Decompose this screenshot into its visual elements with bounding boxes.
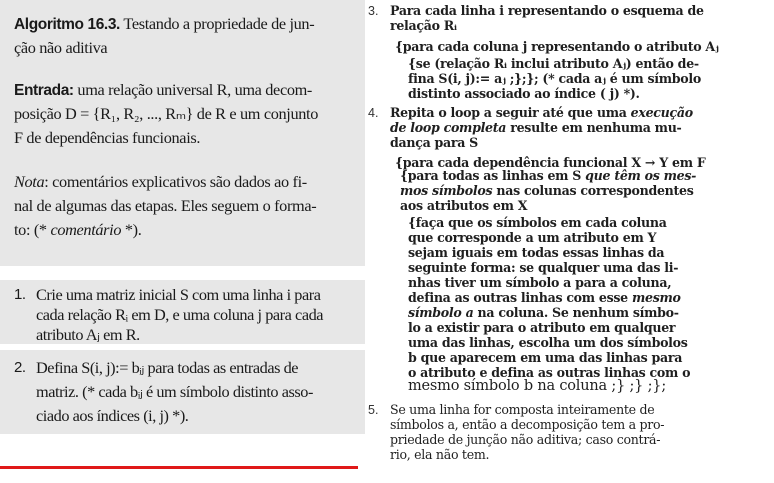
step4-line-9: que corresponde a um atributo em Y <box>408 230 657 245</box>
entrada-line-1: Entrada: uma relação universal R, uma decom- <box>14 80 312 99</box>
step2-text-1: Defina S(i, j):= bᵢⱼ para todas as entradas de <box>36 358 299 377</box>
step1-text-3: atributo Aⱼ em R. <box>36 325 140 344</box>
step3-line-4: {se (relação Rᵢ inclui atributo Aⱼ) então de- <box>408 56 699 71</box>
nota-line-1: Nota: comentários explicativos são dados ao fi- <box>14 172 307 191</box>
step3-line-2: relação Rᵢ <box>390 18 457 33</box>
panel-gap <box>0 266 365 280</box>
step5-line-3: priedade de junção não aditiva; caso contrá- <box>390 432 661 447</box>
step5-line-1: Se uma linha for composta inteiramente de <box>390 402 655 417</box>
step3-line-6: distinto associado ao índice ( j) *). <box>408 86 640 101</box>
step4-line-4: {para cada dependência funcional X → Y em F <box>395 155 706 170</box>
step4-number: 4. <box>368 106 379 120</box>
step4-line-6: mos símbolos nas colunas correspondentes <box>400 183 694 198</box>
red-divider-line <box>0 466 358 469</box>
step4-line-8: {faça que os símbolos em cada coluna <box>408 215 667 230</box>
step4-line-1: Repita o loop a seguir até que uma execução <box>390 105 693 120</box>
step3-number: 3. <box>368 4 379 18</box>
entrada-line-3: F de dependências funcionais. <box>14 128 201 147</box>
nota-line-3: to: (* comentário *). <box>14 220 142 239</box>
step1-number: 1. <box>14 286 26 303</box>
step5-line-4: rio, ela não tem. <box>390 447 490 462</box>
step4-line-10: sejam iguais em todas essas linhas da <box>408 245 665 260</box>
algorithm-title-cont: ção não aditiva <box>14 38 108 57</box>
step3-line-1: Para cada linha i representando o esquema de <box>390 3 704 18</box>
step3-line-3: {para cada coluna j representando o atributo Aⱼ <box>395 39 719 54</box>
entrada-line-2: posição D = {R₁, R₂, ..., Rₘ} de R e um conjunto <box>14 104 319 123</box>
step4-line-7: aos atributos em X <box>400 198 528 213</box>
step4-line-17: b que aparecem em uma das linhas para <box>408 350 683 365</box>
step4-line-11: seguinte forma: se qualquer uma das li- <box>408 260 679 275</box>
step4-line-14: símbolo a na coluna. Se nenhum símbo- <box>408 305 679 320</box>
step2-text-3: ciado aos índices (i, j) *). <box>36 406 189 425</box>
step4-line-5: {para todas as linhas em S que têm os mes- <box>400 168 697 183</box>
step1-text-2: cada relação Rᵢ em D, e uma coluna j para cada <box>36 305 324 324</box>
step4-line-16: uma das linhas, escolha um dos símbolos <box>408 335 688 350</box>
step5-line-2: símbolos a, então a decomposição tem a pro- <box>390 417 665 432</box>
algorithm-title: Algoritmo 16.3. Testando a propriedade de jun- <box>14 14 315 33</box>
step2-number: 2. <box>14 359 26 376</box>
step1-text-1: Crie uma matriz inicial S com uma linha i para <box>36 285 321 304</box>
step4-line-19: mesmo símbolo b na coluna ;} ;} ;}; <box>408 378 667 394</box>
step4-line-15: lo a existir para o atributo em qualquer <box>408 320 676 335</box>
step4-line-13: defina as outras linhas com esse mesmo <box>408 290 681 305</box>
step4-line-12: nhas tiver um símbolo a para a coluna, <box>408 275 672 290</box>
step4-line-3: dança para S <box>390 135 478 150</box>
nota-line-2: nal de algumas das etapas. Eles seguem o forma- <box>14 196 317 215</box>
step4-line-18: o atributo e defina as outras linhas com o <box>408 365 691 380</box>
step2-text-2: matriz. (* cada bᵢⱼ é um símbolo distinto asso- <box>36 382 313 401</box>
step4-line-2: de loop completa resulte em nenhuma mu- <box>390 120 682 135</box>
step5-number: 5. <box>368 403 379 417</box>
step3-line-5: fina S(i, j):= aⱼ ;};}; (* cada aⱼ é um símbolo <box>408 71 701 86</box>
